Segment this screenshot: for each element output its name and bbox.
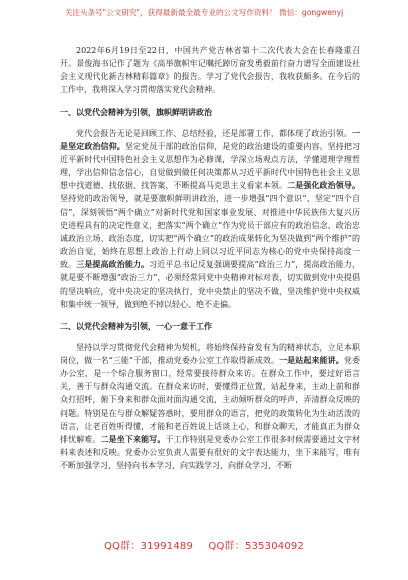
- header-banner: [0, 8, 408, 18]
- intro-paragraph: 2022年6月19日至22日，中国共产党吉林省第十二次代表大会在长春隆重召开。景俊海书记作了题为《高举旗帜牢记嘱托踔厉奋发勇毅前行奋力谱写全面建设社会主义现代化新吉林精彩篇章》的报告。学习了党代会报告，我收获颇多。在今后的工作中，我将深入学习贯彻落实党代会精神。: [60, 46, 360, 95]
- section-heading-2: 二、以党代会精神为引领，一心一意干工作: [60, 321, 212, 331]
- text-span: 党代会报告无论是回顾工作、总结经验，还是部署工作，都体现了政治引领。: [76, 128, 352, 138]
- text-span: 坚定党员干部的政治信仰，是党的政治建设的重要内容。坚持把习近平新时代中国特色社会主义思想作为必修课，学深立场观点方法，学懂道理学理哲理，学出信仰信念信心，自觉做到做任何决策都从习近平新时代中国特色社会主义思想中找道德、找依据、找答案，不断提高马克思主义看家本领。: [60, 141, 360, 191]
- text-span: 坚持党的政治领导，就是要旗帜鲜明讲政治，进一步增强“四个意识”、坚定“四个自信”，深刻领悟“两个确立”对新时代党和国家事业发展、对推进中华民族伟大复兴历史进程具有的决定性意义，把落实“两个确立”作为党员干部应有的政治信念、政治忠诚政治立场、政治态度，切实把“两个确立”的政治成果转化为坚决做到“两个维护”的政治自觉，始终在思想上政治上行动上同以习近平同志为核心的党中央保持高度一致。: [60, 194, 360, 270]
- text-span: 党委办公室，是一个综合服务窗口，经常要接待群众来访。在群众工作中，要过好语言关，善于与群众沟通交流。在群众来访时，要懂得正位置，站起身来，主动上前和群众打招呼，俯下身来和群众面对面沟通交流，主动倾听群众的呼声，弄清群众反映的问题。特别是在与群众解疑答惑时，要用群众的语言，把党的政策转化为生动活泼的语言，让老百姓听得懂，才能和老百姓说上话谈上心，和群众聊天，才能真正为群众排忧解难。: [60, 355, 360, 444]
- footer-contact: [0, 537, 408, 552]
- document-body: [60, 44, 360, 472]
- point-heading-1: 一是坚定政治信仰。: [60, 127, 360, 151]
- text-span: 坚持以学习贯彻党代会精神为契机，将始终保持奋发有为的精神状态，立足本职岗位，做一名“三能”干部，推动党委办公室工作取得新成效。: [60, 342, 360, 365]
- point-heading-2: 二是强化政治领导。: [287, 180, 360, 191]
- header-text: 关注头条号"公文研究"，获得最新最全最专业的公文写作资料！ 微信：gongwenyj: [64, 8, 344, 17]
- qq-group-1: QQ群：31991489: [103, 541, 194, 552]
- section-1-paragraph: [60, 127, 360, 311]
- qq-group-2: QQ群：535304092: [208, 541, 305, 552]
- point-heading-4: 一是站起来能讲。: [279, 354, 344, 365]
- point-heading-3: 三是提高政治能力。: [76, 259, 150, 270]
- section-2-paragraph: [60, 341, 360, 473]
- point-heading-5: 二是坐下来能写。: [100, 433, 166, 444]
- text-span: 干工作特别是党委办公室工作很多时候需要通过文字材料来表述和反映。党委办公室负责人需要有很好的文字表达能力，坐下来能写，唯有不断加强学习，坚持向书本学习，向实践学习，向群众学习，不断: [60, 434, 361, 471]
- text-span: 习近平总书记反复强调要提高“政治三力”，提高政治能力，就是要不断增强“政治三力”，必须经常同党中央精神对标对表，切实做到党中央提倡的坚决响应，党中央决定的坚决执行，党中央禁止的坚决不做，坚决维护党中央权威和集中统一领导，做到绝不掉以轻心、绝不走偏。: [60, 260, 361, 309]
- section-heading-1: 一、以党代会精神为引领，旗帜鲜明讲政治: [60, 107, 212, 117]
